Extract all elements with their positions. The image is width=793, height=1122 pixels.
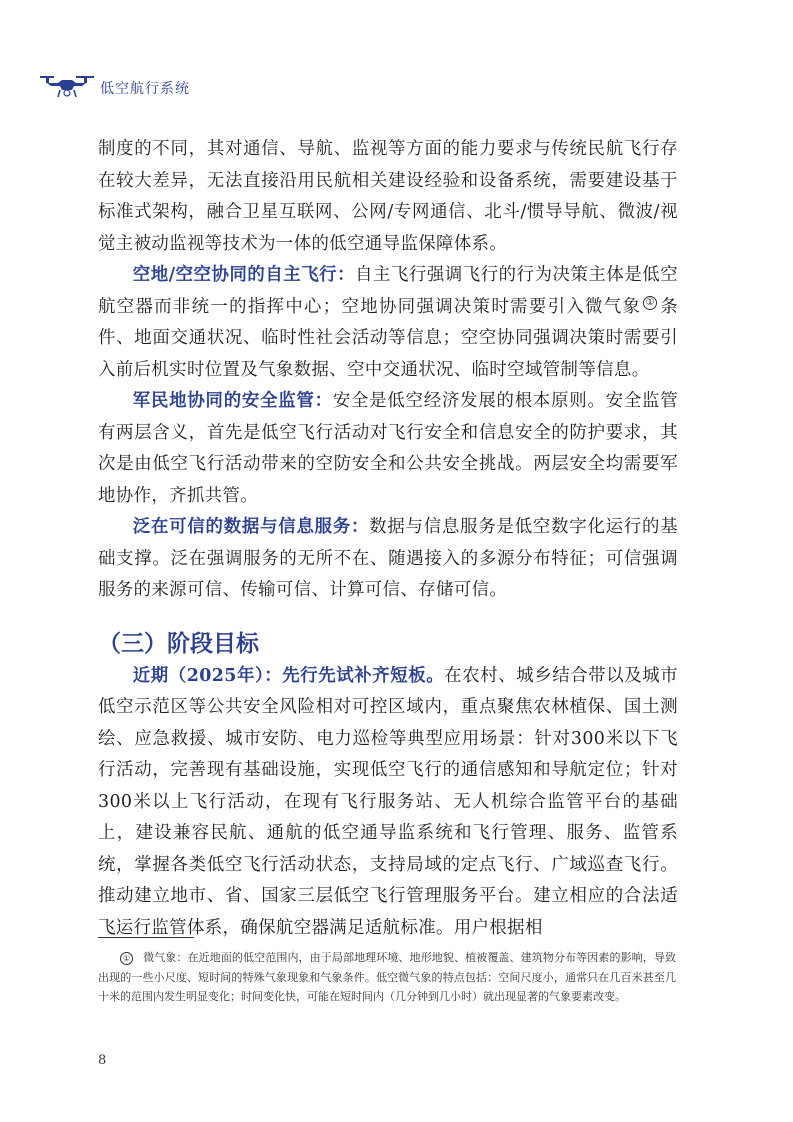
running-header	[38, 74, 338, 102]
paragraph-3	[98, 386, 678, 512]
drone-icon	[38, 74, 96, 100]
header-title: 低空航行系统	[100, 81, 190, 97]
footnote-reference[interactable]: ①	[643, 296, 657, 310]
footnote-text: 微气象：在近地面的低空范围内，由于局部地理环境、地形地貌、植被覆盖、建筑物分布等因素的影响，导致出现的一些小尺度、短时间的特殊气象现象和气象条件。低空微气象的特点包括：空间尺度小，通常只在几百米甚至几十米的范围内发生明显变化；时间变化快，可能在短时间内（几分钟到几小时）就出现显著的气象要素改变。	[98, 951, 676, 1003]
footnote-divider	[98, 937, 194, 938]
paragraph-2	[98, 260, 678, 386]
paragraph-4-text: 数据与信息服务是低空数字化运行的基础支撑。泛在强调服务的无所不在、随遇接入的多源分布特征；可信强调服务的来源可信、传输可信、计算可信、存储可信。	[98, 517, 678, 600]
paragraph-2-text-b: 条件、地面交通状况、临时性社会活动等信息；空空协同强调决策时需要引入前后机实时位置及气象数据、空中交通状况、临时空域管制等信息。	[98, 296, 678, 380]
paragraph-4-lead: 泛在可信的数据与信息服务：	[132, 517, 370, 537]
main-content	[98, 134, 678, 944]
paragraph-3-lead: 军民地协同的安全监管：	[132, 391, 333, 411]
paragraph-3-text: 安全是低空经济发展的根本原则。安全监管有两层含义，首先是低空飞行活动对飞行安全和信息安全的防护要求，其次是由低空飞行活动带来的空防安全和公共安全挑战。两层安全均需要军地协作，齐抓共管。	[98, 391, 679, 506]
paragraph-4	[98, 512, 678, 607]
section-heading: （三）阶段目标	[98, 630, 259, 657]
page-number: 8	[98, 1053, 107, 1068]
footnote-mark: ①	[120, 952, 133, 965]
paragraph-5-lead: 近期（2025年）：先行先试补齐短板。	[132, 665, 445, 686]
paragraph-1: 制度的不同，其对通信、导航、监视等方面的能力要求与传统民航飞行存在较大差异，无法直接沿用民航相关建设经验和设备系统，需要建设基于标准式架构，融合卫星互联网、公网/专网通信、北斗/惯导导航、微波/视觉主被动监视等技术为一体的低空通导监保障体系。	[98, 139, 678, 254]
footnote	[98, 948, 676, 1007]
paragraph-5-text: 在农村、城乡结合带以及城市低空示范区等公共安全风险相对可控区域内，重点聚焦农林植保、国土测绘、应急救援、城市安防、电力巡检等典型应用场景：针对300米以下飞行活动，完善现有基础设施，实现低空飞行的通信感知和导航定位；针对300米以上飞行活动，在现有飞行服务站、无人机综合监管平台的基础上，建设兼容民航、通航的低空通导监系统和飞行管理、服务、监管系统，掌握各类低空飞行活动状态，支持局域的定点飞行、广域巡查飞行。推动建立地市、省、国家三层低空飞行管理服务平台。建立相应的合法适飞运行监管体系，确保航空器满足适航标准。用户根据相	[98, 665, 678, 938]
paragraph-2-text-a: 自主飞行强调飞行的行为决策主体是低空航空器而非统一的指挥中心；空地协同强调决策时需要引入微气象	[98, 265, 679, 317]
paragraph-2-lead: 空地/空空协同的自主飞行：	[132, 265, 356, 285]
paragraph-5	[98, 661, 678, 945]
